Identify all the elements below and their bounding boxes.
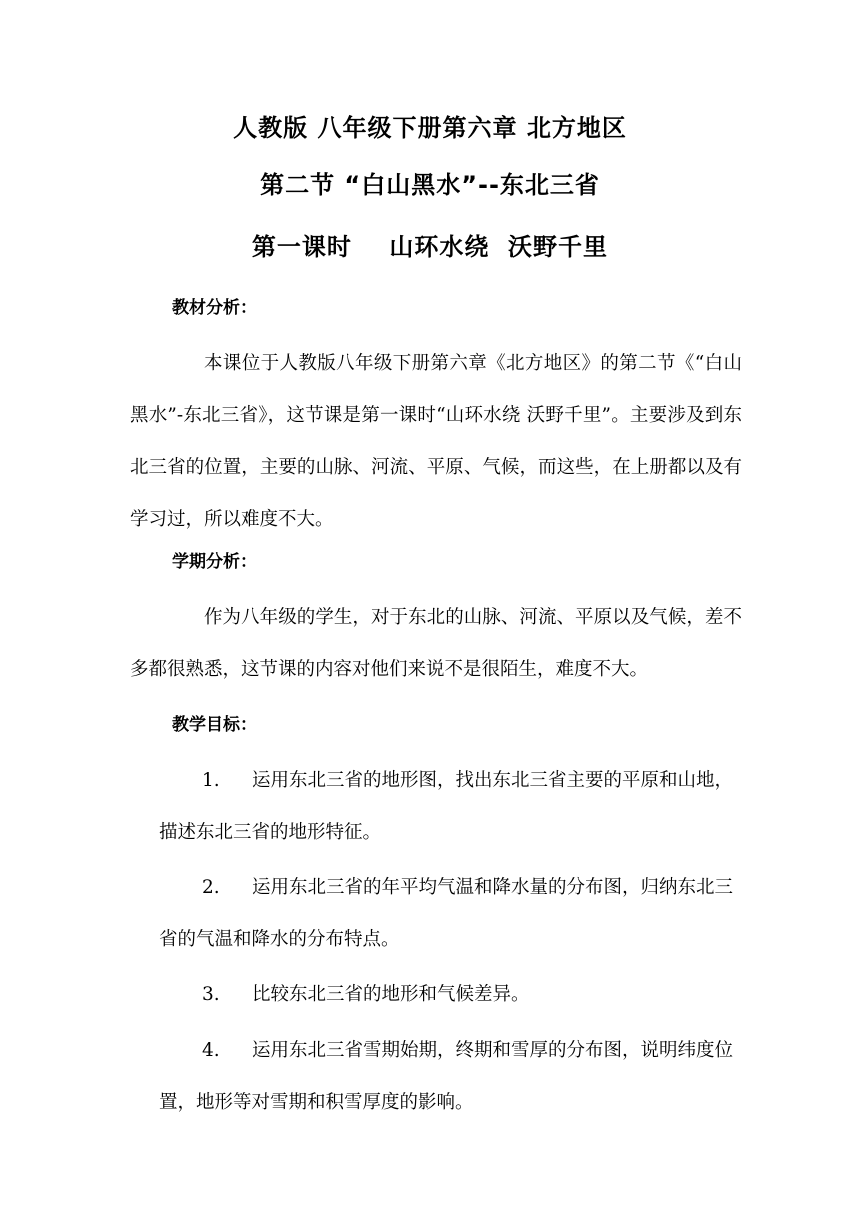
- goal-number: 3.: [202, 984, 220, 1005]
- goal-text: 比较东北三省的地形和气候差异。: [252, 984, 530, 1005]
- goal-item-3: [159, 969, 742, 1021]
- title-line-1: 人教版 八年级下册第六章 北方地区: [233, 114, 627, 142]
- goal-number: 4.: [202, 1040, 220, 1061]
- title-line-2: 第二节 “白山黑水”--东北三省: [260, 171, 600, 199]
- material-analysis-paragraph: 本课位于人教版八年级下册第六章《北方地区》的第二节《“白山黑水”-东北三省》，这节课是第一课时“山环水绕 沃野千里”。主要涉及到东北三省的位置，主要的山脉、河流、平原、气候，而这些，在上册都以及有学习过，所以难度不大。: [130, 353, 742, 530]
- goal-text: 运用东北三省的年平均气温和降水量的分布图，归纳东北三省的气温和降水的分布特点。: [159, 877, 734, 950]
- teaching-goals-heading: 教学目标：: [172, 715, 257, 735]
- student-analysis-paragraph: 作为八年级的学生，对于东北的山脉、河流、平原以及气候，差不多都很熟悉，这节课的内容对他们来说不是很陌生，难度不大。: [130, 607, 742, 680]
- student-analysis-heading: 学期分析：: [172, 552, 257, 572]
- goal-text: 运用东北三省的地形图，找出东北三省主要的平原和山地，描述东北三省的地形特征。: [159, 770, 734, 843]
- material-analysis-heading: 教材分析：: [172, 298, 257, 318]
- title-line-3: 第一课时 山环水绕 沃野千里: [251, 233, 609, 261]
- goal-text: 运用东北三省雪期始期，终期和雪厚的分布图，说明纬度位置，地形等对雪期和积雪厚度的影响。: [159, 1040, 734, 1113]
- goal-item-2: [159, 862, 742, 966]
- goal-number: 2.: [202, 877, 220, 898]
- goal-item-4: [159, 1025, 742, 1129]
- goal-number: 1.: [202, 770, 220, 791]
- goal-item-1: [159, 755, 742, 859]
